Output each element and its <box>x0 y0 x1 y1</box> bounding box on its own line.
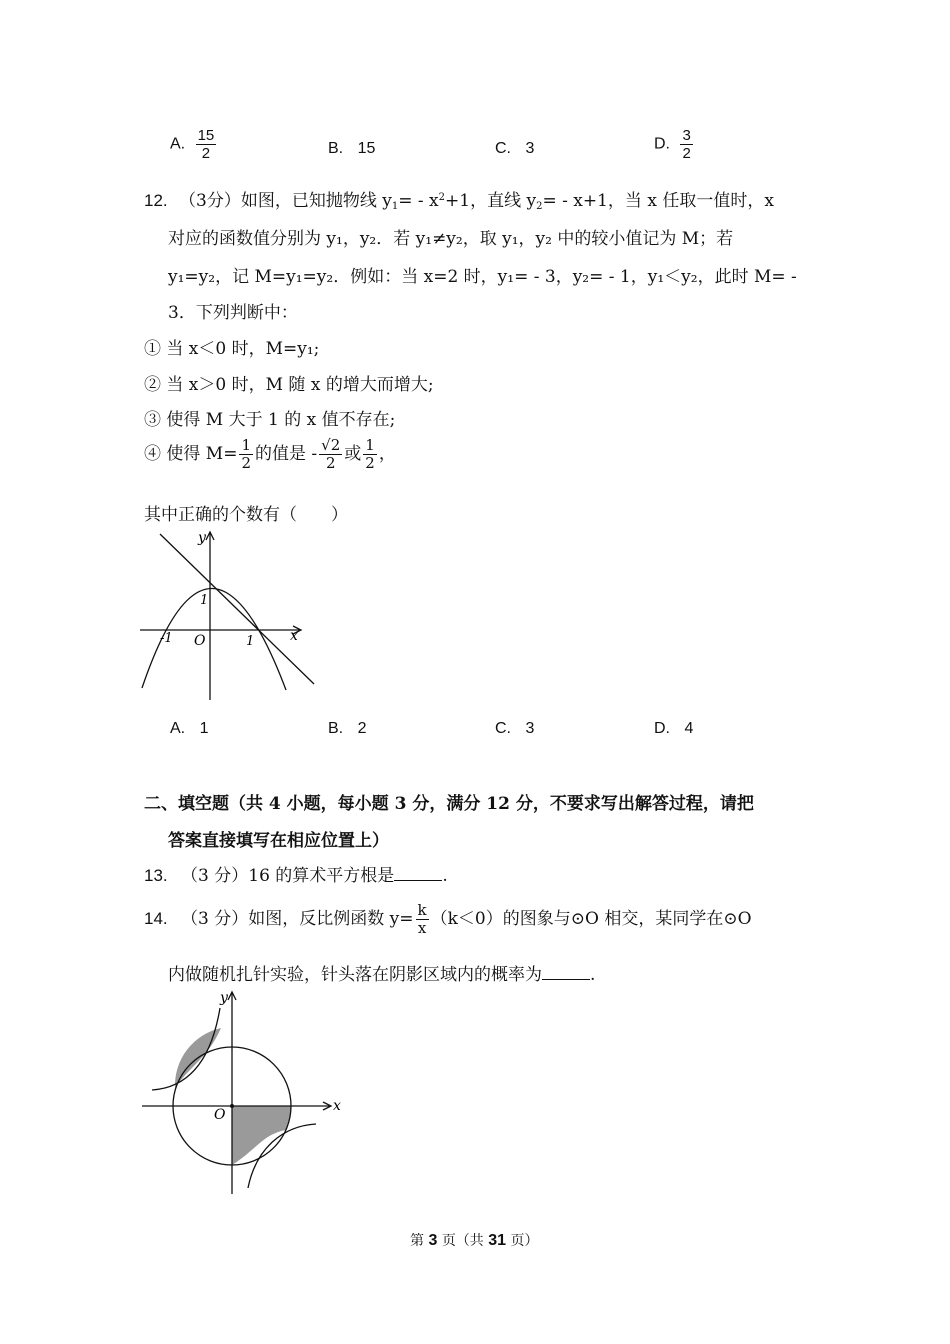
x-intercept-label: 1 <box>246 634 255 649</box>
fraction <box>363 438 377 471</box>
q11-option-a <box>170 128 218 161</box>
option-letter: D. <box>654 720 670 737</box>
q14-line-1 <box>144 903 752 936</box>
fraction <box>680 128 692 161</box>
q14-end: . <box>590 965 596 985</box>
q12-text: 或 <box>344 444 362 464</box>
q12-line-1: 12. （3分）如图，已知抛物线 $y_1= - x^2+1$，直线 $y_2= - x+1$，当 x 任取一值时，x <box>144 191 774 212</box>
hyperbola-branch-top-left <box>152 1008 220 1090</box>
fraction <box>416 903 429 936</box>
x-axis-label: x <box>333 1098 341 1114</box>
q12-line-3: y₁=y₂，记 M=y₁=y₂．例如：当 x=2 时，y₁= - 3，y₂= - 1，y₁＜y₂，此时 M= - <box>168 267 797 287</box>
fraction-numerator: k <box>417 901 427 919</box>
option-value: 4 <box>684 720 694 737</box>
q12-statement-4 <box>144 438 396 471</box>
origin-label: O <box>194 633 206 649</box>
q11-option-d <box>654 128 695 161</box>
x-axis-label: x <box>290 628 298 644</box>
option-value: 3 <box>525 720 535 737</box>
q12-option-b <box>328 720 366 738</box>
origin-label: O <box>214 1107 226 1123</box>
q11-option-b <box>328 140 375 158</box>
q12-text: = - x+1，当 x 任取一值时，x <box>542 191 774 211</box>
q12-text: ④ 使得 M= <box>144 444 238 464</box>
question-number: 12. <box>144 191 168 210</box>
fraction-denominator: 2 <box>325 454 336 472</box>
section-heading-line-2: 答案直接填写在相应位置上） <box>168 831 389 851</box>
fraction-denominator: 2 <box>201 145 211 162</box>
fraction-numerator: 3 <box>682 127 691 144</box>
fraction-numerator: 1 <box>365 436 375 454</box>
fraction-numerator: √2 <box>321 436 341 454</box>
origin-dot <box>230 1104 234 1108</box>
q12-ask: 其中正确的个数有（ ） <box>144 505 348 525</box>
q14-circle-graph <box>138 988 353 1198</box>
fraction-denominator: 2 <box>365 454 375 472</box>
fraction-denominator: x <box>417 919 427 937</box>
fraction <box>196 128 217 161</box>
y-axis-label: y <box>220 990 228 1006</box>
fraction-denominator: 2 <box>682 145 691 162</box>
option-letter: C. <box>495 140 511 157</box>
q12-option-a <box>170 720 208 738</box>
line-curve <box>160 534 314 684</box>
option-letter: A. <box>170 135 186 153</box>
q12-text: = - x <box>398 191 439 211</box>
option-letter: A. <box>170 720 186 737</box>
fraction <box>239 438 253 471</box>
q12-statement-2: ② 当 x＞0 时，M 随 x 的增大而增大; <box>144 375 434 395</box>
option-letter: B. <box>328 140 344 157</box>
question-number: 13. <box>144 866 168 885</box>
page-total: 31 <box>488 1232 507 1249</box>
answer-blank <box>542 965 590 980</box>
fraction-numerator: 1 <box>241 436 252 454</box>
q12-line-4: 3．下列判断中： <box>168 303 298 323</box>
footer-text: 第 <box>410 1233 424 1249</box>
q12-parabola-graph <box>138 528 323 703</box>
question-score: （3分） <box>179 191 241 211</box>
q12-option-c <box>495 720 534 738</box>
page-number: 3 <box>428 1232 438 1249</box>
option-value: 1 <box>199 720 209 737</box>
q12-option-d <box>654 720 693 738</box>
q14-text: 内做随机扎针实验，针头落在阴影区域内的概率为 <box>168 965 542 985</box>
answer-blank <box>394 866 442 881</box>
fraction <box>319 438 342 471</box>
footer-text: 页（共 <box>441 1233 484 1249</box>
option-value: 3 <box>525 140 535 157</box>
shaded-region-bottom-right <box>232 1106 291 1165</box>
q12-text: 如图，已知抛物线 y <box>240 191 392 211</box>
y-axis-label: y <box>198 530 206 546</box>
page-footer <box>410 1230 539 1250</box>
footer-text: 页） <box>510 1233 539 1249</box>
q14-text: （k＜0）的图象与⊙O 相交，某同学在⊙O <box>430 909 752 929</box>
option-letter: C. <box>495 720 511 737</box>
q13-end: . <box>442 866 448 886</box>
option-letter: B. <box>328 720 344 737</box>
q12-text: +1，直线 y <box>445 191 537 211</box>
option-letter: D. <box>654 135 670 153</box>
fraction-denominator: 2 <box>241 454 252 472</box>
q11-option-c <box>495 140 534 158</box>
q12-statement-1: ① 当 x＜0 时，M=y₁; <box>144 339 320 359</box>
question-number: 14. <box>144 909 168 928</box>
option-value: 15 <box>357 140 376 157</box>
q13-line <box>144 861 448 886</box>
q14-text: （3 分）如图，反比例函数 y= <box>181 909 414 929</box>
y-intercept-label: 1 <box>200 593 209 608</box>
neg-one-label: -1 <box>160 631 173 646</box>
q12-text: ， <box>378 444 396 464</box>
q14-line-2 <box>168 960 595 985</box>
q12-text: 的值是 - <box>255 444 318 464</box>
q12-line-2: 对应的函数值分别为 y₁，y₂．若 y₁≠y₂，取 y₁，y₂ 中的较小值记为 M；若 <box>168 229 734 249</box>
option-value: 2 <box>357 720 367 737</box>
section-heading-line-1: 二、填空题（共 4 小题，每小题 3 分，满分 12 分，不要求写出解答过程，请把 <box>144 794 754 814</box>
q12-statement-3: ③ 使得 M 大于 1 的 x 值不存在; <box>144 410 396 430</box>
fraction-numerator: 15 <box>197 127 215 144</box>
q13-text: （3 分）16 的算术平方根是 <box>181 866 395 886</box>
